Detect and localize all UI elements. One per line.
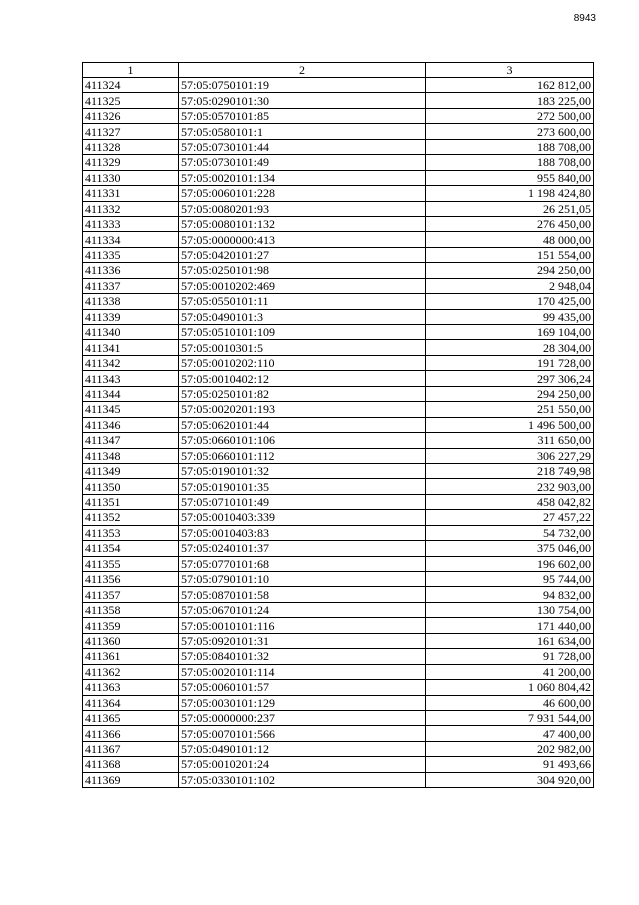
value-cell: 297 306,24 [426,371,594,386]
row-number-cell: 411358 [83,602,179,617]
cadastral-number-cell: 57:05:0190101:35 [179,479,426,494]
row-number-cell: 411339 [83,309,179,324]
row-number-cell: 411346 [83,417,179,432]
value-cell: 304 920,00 [426,772,594,787]
row-number-cell: 411347 [83,433,179,448]
row-number-cell: 411338 [83,294,179,309]
cadastral-number-cell: 57:05:0020101:114 [179,664,426,679]
cadastral-number-cell: 57:05:0060101:228 [179,186,426,201]
row-number-cell: 411356 [83,572,179,587]
table-row [83,710,594,725]
value-cell: 41 200,00 [426,664,594,679]
row-number-cell: 411351 [83,494,179,509]
value-cell: 91 728,00 [426,649,594,664]
cadastral-number-cell: 57:05:0660101:106 [179,433,426,448]
table-row [83,371,594,386]
cadastral-number-cell: 57:05:0490101:12 [179,741,426,756]
value-cell: 183 225,00 [426,93,594,108]
table-row [83,263,594,278]
value-cell: 46 600,00 [426,695,594,710]
value-cell: 161 634,00 [426,633,594,648]
row-number-cell: 411333 [83,216,179,231]
table-row [83,186,594,201]
value-cell: 294 250,00 [426,386,594,401]
table-row [83,510,594,525]
cadastral-number-cell: 57:05:0010201:24 [179,757,426,772]
row-number-cell: 411364 [83,695,179,710]
value-cell: 2 948,04 [426,278,594,293]
table-row [83,325,594,340]
table-row [83,602,594,617]
value-cell: 232 903,00 [426,479,594,494]
row-number-cell: 411353 [83,525,179,540]
table-row [83,309,594,324]
row-number-cell: 411366 [83,726,179,741]
table-row [83,680,594,695]
cadastral-number-cell: 57:05:0510101:109 [179,325,426,340]
cadastral-number-cell: 57:05:0730101:44 [179,139,426,154]
row-number-cell: 411343 [83,371,179,386]
cadastral-number-cell: 57:05:0620101:44 [179,417,426,432]
table-row [83,494,594,509]
table-row [83,78,594,93]
row-number-cell: 411345 [83,402,179,417]
value-cell: 54 732,00 [426,525,594,540]
row-number-cell: 411341 [83,340,179,355]
row-number-cell: 411367 [83,741,179,756]
row-number-cell: 411336 [83,263,179,278]
value-cell: 95 744,00 [426,572,594,587]
page-number: 8943 [573,13,596,24]
cadastral-number-cell: 57:05:0550101:11 [179,294,426,309]
table-row [83,124,594,139]
table-row [83,294,594,309]
table-row [83,556,594,571]
table-row [83,340,594,355]
table-row [83,463,594,478]
cadastral-number-cell: 57:05:0020101:134 [179,170,426,185]
row-number-cell: 411324 [83,78,179,93]
value-cell: 130 754,00 [426,602,594,617]
table-header-row [83,63,594,78]
row-number-cell: 411328 [83,139,179,154]
row-number-cell: 411368 [83,757,179,772]
table-row [83,525,594,540]
table-row [83,232,594,247]
row-number-cell: 411363 [83,680,179,695]
table-row [83,479,594,494]
table-row [83,695,594,710]
value-cell: 171 440,00 [426,618,594,633]
value-cell: 26 251,05 [426,201,594,216]
table-row [83,93,594,108]
cadastral-number-cell: 57:05:0020201:193 [179,402,426,417]
table-body [83,78,594,788]
value-cell: 955 840,00 [426,170,594,185]
value-cell: 251 550,00 [426,402,594,417]
value-cell: 276 450,00 [426,216,594,231]
row-number-cell: 411362 [83,664,179,679]
cadastral-number-cell: 57:05:0000000:413 [179,232,426,247]
cadastral-number-cell: 57:05:0190101:32 [179,463,426,478]
value-cell: 188 708,00 [426,139,594,154]
table-row [83,664,594,679]
value-cell: 99 435,00 [426,309,594,324]
row-number-cell: 411360 [83,633,179,648]
cadastral-number-cell: 57:05:0010202:469 [179,278,426,293]
value-cell: 272 500,00 [426,108,594,123]
row-number-cell: 411359 [83,618,179,633]
value-cell: 170 425,00 [426,294,594,309]
cadastral-number-cell: 57:05:0080201:93 [179,201,426,216]
value-cell: 1 198 424,80 [426,186,594,201]
row-number-cell: 411361 [83,649,179,664]
value-cell: 202 982,00 [426,741,594,756]
row-number-cell: 411349 [83,463,179,478]
cadastral-number-cell: 57:05:0010101:116 [179,618,426,633]
row-number-cell: 411325 [83,93,179,108]
cadastral-number-cell: 57:05:0250101:82 [179,386,426,401]
column-header-1: 1 [83,63,179,78]
value-cell: 218 749,98 [426,463,594,478]
row-number-cell: 411332 [83,201,179,216]
table-row [83,587,594,602]
table-row [83,633,594,648]
row-number-cell: 411337 [83,278,179,293]
value-cell: 188 708,00 [426,155,594,170]
row-number-cell: 411331 [83,186,179,201]
cadastral-number-cell: 57:05:0490101:3 [179,309,426,324]
value-cell: 27 457,22 [426,510,594,525]
cadastral-number-cell: 57:05:0870101:58 [179,587,426,602]
value-cell: 1 060 804,42 [426,680,594,695]
value-cell: 48 000,00 [426,232,594,247]
table-row [83,448,594,463]
table-row [83,402,594,417]
row-number-cell: 411354 [83,541,179,556]
value-cell: 47 400,00 [426,726,594,741]
table-row [83,649,594,664]
value-cell: 306 227,29 [426,448,594,463]
table-row [83,355,594,370]
cadastral-number-cell: 57:05:0030101:129 [179,695,426,710]
value-cell: 458 042,82 [426,494,594,509]
value-cell: 1 496 500,00 [426,417,594,432]
row-number-cell: 411334 [83,232,179,247]
cadastral-number-cell: 57:05:0240101:37 [179,541,426,556]
cadastral-number-cell: 57:05:0000000:237 [179,710,426,725]
row-number-cell: 411340 [83,325,179,340]
row-number-cell: 411348 [83,448,179,463]
cadastral-number-cell: 57:05:0010202:110 [179,355,426,370]
cadastral-number-cell: 57:05:0010402:12 [179,371,426,386]
value-cell: 7 931 544,00 [426,710,594,725]
cadastral-number-cell: 57:05:0010301:5 [179,340,426,355]
table-row [83,108,594,123]
table-row [83,741,594,756]
table-row [83,572,594,587]
cadastral-number-cell: 57:05:0840101:32 [179,649,426,664]
table-row [83,201,594,216]
table-row [83,216,594,231]
value-cell: 375 046,00 [426,541,594,556]
row-number-cell: 411369 [83,772,179,787]
cadastral-number-cell: 57:05:0010403:83 [179,525,426,540]
cadastral-number-cell: 57:05:0060101:57 [179,680,426,695]
value-cell: 169 104,00 [426,325,594,340]
table-row [83,772,594,787]
cadastral-number-cell: 57:05:0010403:339 [179,510,426,525]
value-cell: 294 250,00 [426,263,594,278]
cadastral-number-cell: 57:05:0330101:102 [179,772,426,787]
table-row [83,155,594,170]
value-cell: 196 602,00 [426,556,594,571]
registry-table [82,62,594,788]
cadastral-number-cell: 57:05:0750101:19 [179,78,426,93]
value-cell: 162 812,00 [426,78,594,93]
cadastral-number-cell: 57:05:0790101:10 [179,572,426,587]
value-cell: 91 493,66 [426,757,594,772]
cadastral-number-cell: 57:05:0250101:98 [179,263,426,278]
value-cell: 151 554,00 [426,247,594,262]
row-number-cell: 411352 [83,510,179,525]
cadastral-number-cell: 57:05:0770101:68 [179,556,426,571]
cadastral-number-cell: 57:05:0420101:27 [179,247,426,262]
cadastral-number-cell: 57:05:0570101:85 [179,108,426,123]
row-number-cell: 411329 [83,155,179,170]
column-header-2: 2 [179,63,426,78]
row-number-cell: 411350 [83,479,179,494]
table-row [83,417,594,432]
row-number-cell: 411330 [83,170,179,185]
cadastral-number-cell: 57:05:0670101:24 [179,602,426,617]
row-number-cell: 411365 [83,710,179,725]
row-number-cell: 411326 [83,108,179,123]
value-cell: 311 650,00 [426,433,594,448]
cadastral-number-cell: 57:05:0710101:49 [179,494,426,509]
cadastral-number-cell: 57:05:0730101:49 [179,155,426,170]
column-header-3: 3 [426,63,594,78]
row-number-cell: 411355 [83,556,179,571]
value-cell: 273 600,00 [426,124,594,139]
table-row [83,386,594,401]
cadastral-number-cell: 57:05:0070101:566 [179,726,426,741]
table-row [83,726,594,741]
cadastral-number-cell: 57:05:0290101:30 [179,93,426,108]
table-row [83,170,594,185]
row-number-cell: 411342 [83,355,179,370]
row-number-cell: 411344 [83,386,179,401]
table-row [83,757,594,772]
row-number-cell: 411357 [83,587,179,602]
table-row [83,247,594,262]
table-row [83,541,594,556]
cadastral-number-cell: 57:05:0660101:112 [179,448,426,463]
value-cell: 28 304,00 [426,340,594,355]
row-number-cell: 411335 [83,247,179,262]
cadastral-number-cell: 57:05:0920101:31 [179,633,426,648]
table-row [83,618,594,633]
value-cell: 191 728,00 [426,355,594,370]
table-row [83,278,594,293]
table-row [83,139,594,154]
row-number-cell: 411327 [83,124,179,139]
cadastral-number-cell: 57:05:0580101:1 [179,124,426,139]
cadastral-number-cell: 57:05:0080101:132 [179,216,426,231]
value-cell: 94 832,00 [426,587,594,602]
table-row [83,433,594,448]
